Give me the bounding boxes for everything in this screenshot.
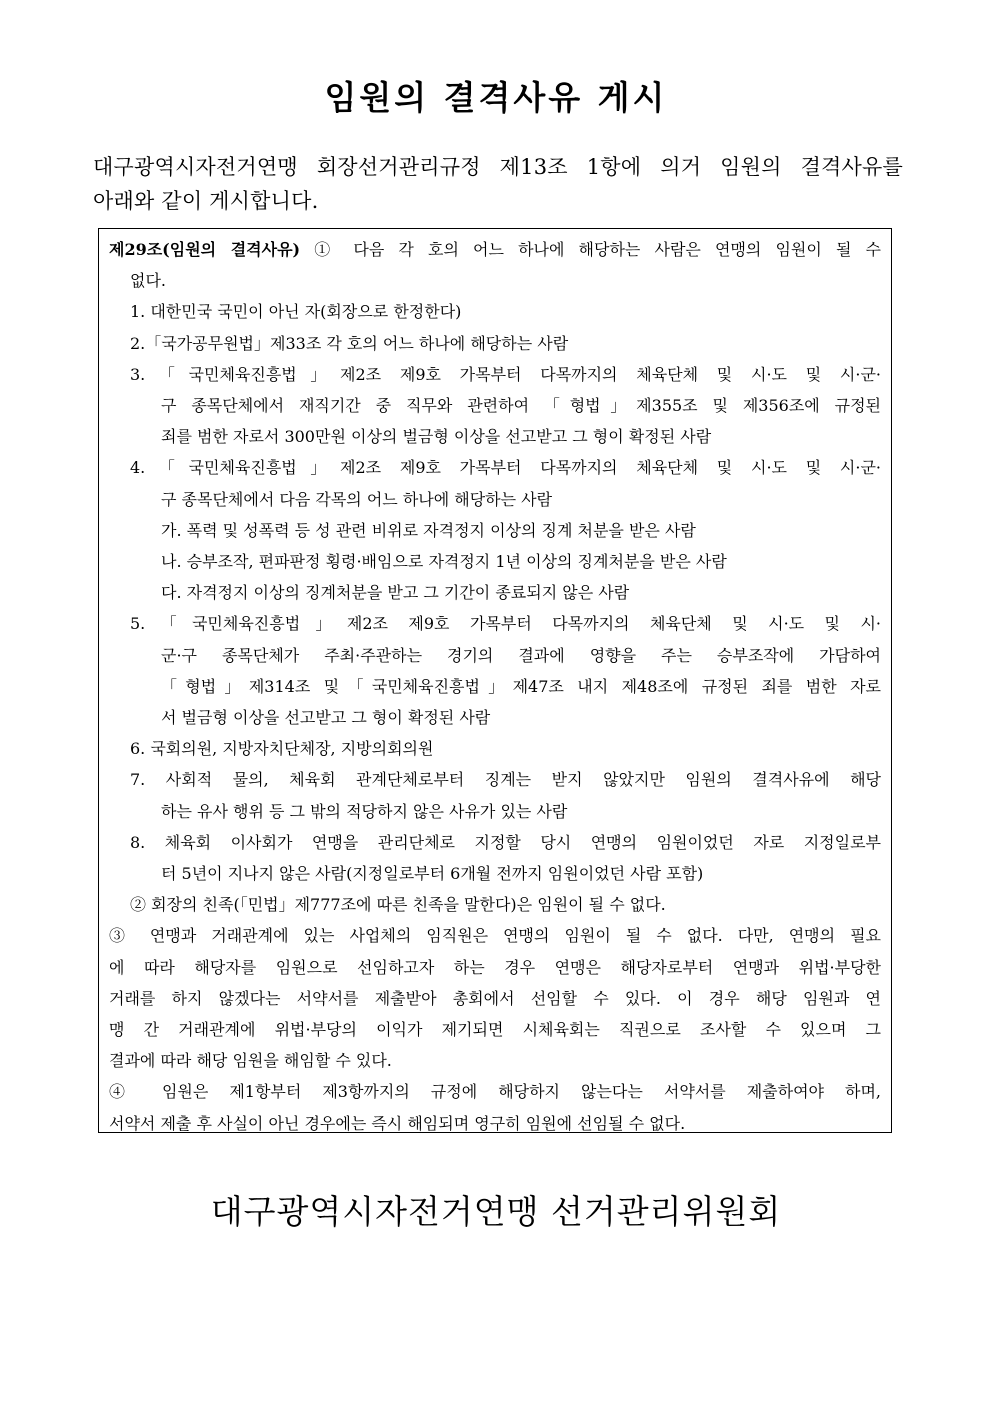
article-item-cont: 「형법」제314조 및「국민체육진흥법」제47조 내지 제48조에 규정된 죄를 범한 자로 xyxy=(161,676,881,696)
article-item-cont: 구 종목단체에서 다음 각목의 어느 하나에 해당하는 사람 xyxy=(161,489,553,509)
article-paragraph-4-cont: 서약서 제출 후 사실이 아닌 경우에는 즉시 해임되며 영구히 임원에 선임될 수 없다. xyxy=(109,1113,686,1133)
article-paragraph-3: ③ 연맹과 거래관계에 있는 사업체의 임직원은 연맹의 임원이 될 수 없다. 다만, 연맹의 필요 xyxy=(109,926,881,946)
intro-paragraph xyxy=(93,150,903,218)
article-item-cont: 군·구 종목단체가 주최·주관하는 경기의 결과에 영향을 주는 승부조작에 가담하여 xyxy=(161,645,881,665)
article-paragraph-3-cont: 거래를 하지 않겠다는 서약서를 제출받아 총회에서 선임할 수 있다. 이 경우 해당 임원과 연 xyxy=(109,988,881,1008)
article-item-cont: 서 벌금형 이상을 선고받고 그 형이 확정된 사람 xyxy=(161,708,491,728)
article-box xyxy=(98,228,892,1133)
article-item: 5.「국민체육진흥법」제2조 제9호 가목부터 다목까지의 체육단체 및 시·도 및 시· xyxy=(130,614,881,634)
article-lead xyxy=(109,234,881,265)
article-item: 6. 국회의원, 지방자치단체장, 지방의회의원 xyxy=(130,739,434,759)
article-item: 2.「국가공무원법」제33조 각 호의 어느 하나에 해당하는 사람 xyxy=(130,333,569,353)
article-subitem: 가. 폭력 및 성폭력 등 성 관련 비위로 자격정지 이상의 징계 처분을 받은 사람 xyxy=(161,520,696,540)
article-heading: 제29조(임원의 결격사유) xyxy=(109,240,301,259)
article-paragraph-3-cont: 맹 간 거래관계에 위법·부당의 이익가 제기되면 시체육회는 직권으로 조사할 수 있으며 그 xyxy=(109,1020,881,1040)
intro-line: 아래와 같이 게시합니다. xyxy=(93,189,319,213)
article-p1-cont: 없다. xyxy=(130,271,166,291)
article-item: 7. 사회적 물의, 체육회 관계단체로부터 징계는 받지 않았지만 임원의 결격사유에 해당 xyxy=(130,770,881,790)
article-item-cont: 죄를 범한 자로서 300만원 이상의 벌금형 이상을 선고받고 그 형이 확정된 사람 xyxy=(161,427,712,447)
article-item-cont: 하는 유사 행위 등 그 밖의 적당하지 않은 사유가 있는 사람 xyxy=(161,801,568,821)
article-item-cont: 구 종목단체에서 재직기간 중 직무와 관련하여 「형법」제355조 및 제356조에 규정된 xyxy=(161,396,881,416)
article-paragraph-3-cont: 결과에 따라 해당 임원을 해임할 수 있다. xyxy=(109,1051,392,1071)
article-item: 4.「국민체육진흥법」제2조 제9호 가목부터 다목까지의 체육단체 및 시·도 및 시·군· xyxy=(130,458,881,478)
article-item: 8. 체육회 이사회가 연맹을 관리단체로 지정할 당시 연맹의 임원이었던 자로 지정일로부 xyxy=(130,832,881,852)
article-paragraph-4: ④ 임원은 제1항부터 제3항까지의 규정에 해당하지 않는다는 서약서를 제출하여야 하며, xyxy=(109,1082,881,1102)
article-item: 1. 대한민국 국민이 아닌 자(회장으로 한정한다) xyxy=(130,302,462,322)
article-subitem: 다. 자격정지 이상의 징계처분을 받고 그 기간이 종료되지 않은 사람 xyxy=(161,583,630,603)
article-item-cont: 터 5년이 지나지 않은 사람(지정일로부터 6개월 전까지 임원이었던 사람 포함) xyxy=(161,864,704,884)
article-p1-text: ① 다음 각 호의 어느 하나에 해당하는 사람은 연맹의 임원이 될 수 xyxy=(300,240,881,259)
article-item: 3.「국민체육진흥법」제2조 제9호 가목부터 다목까지의 체육단체 및 시·도 및 시·군· xyxy=(130,364,881,384)
issuer-name: 대구광역시자전거연맹 선거관리위원회 xyxy=(210,1192,782,1231)
article-paragraph-3-cont: 에 따라 해당자를 임원으로 선임하고자 하는 경우 연맹은 해당자로부터 연맹과 위법·부당한 xyxy=(109,957,881,977)
article-subitem: 나. 승부조작, 편파판정 횡령·배임으로 자격정지 1년 이상의 징계처분을 받은 사람 xyxy=(161,552,727,572)
intro-line: 대구광역시자전거연맹 회장선거관리규정 제13조 1항에 의거 임원의 결격사유를 xyxy=(93,155,903,179)
article-paragraph-2: ② 회장의 친족(「민법」제777조에 따른 친족을 말한다)은 임원이 될 수 없다. xyxy=(130,895,666,915)
page-title: 임원의 결격사유 게시 xyxy=(324,78,668,117)
